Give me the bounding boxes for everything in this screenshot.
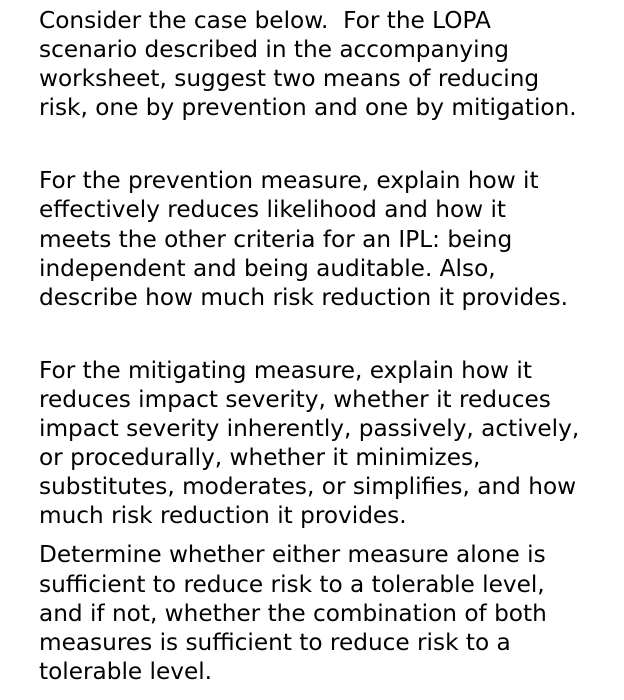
document-body xyxy=(39,6,619,686)
text-line: and if not, whether the combination of both xyxy=(39,599,547,627)
text-line: substitutes, moderates, or simplifies, and how xyxy=(39,473,577,501)
text-line: independent and being auditable. Also, xyxy=(39,254,496,282)
text-line: Consider the case below. For the LOPA xyxy=(39,7,491,34)
text-line: impact severity inherently, passively, actively, xyxy=(39,415,580,443)
text-line: For the prevention measure, explain how it xyxy=(39,167,539,195)
text-line: or procedurally, whether it minimizes, xyxy=(39,444,481,472)
text-line: scenario described in the accompanying xyxy=(39,36,510,64)
text-line: measures is sufficient to reduce risk to a xyxy=(39,628,511,656)
text-line: reduces impact severity, whether it reduces xyxy=(39,385,551,413)
text-line: effectively reduces likelihood and how it xyxy=(39,196,507,224)
text-line: risk, one by prevention and one by mitigation. xyxy=(39,94,577,122)
text-line: much risk reduction it provides. xyxy=(39,502,407,530)
text-line: meets the other criteria for an IPL: being xyxy=(39,225,513,253)
text-line: describe how much risk reduction it provides. xyxy=(39,283,568,311)
text-line: sufficient to reduce risk to a tolerable level, xyxy=(39,570,545,598)
text-line: Determine whether either measure alone is xyxy=(39,541,546,569)
paragraph-mitigation xyxy=(39,356,619,531)
paragraph-determine xyxy=(39,540,619,685)
paragraph-prevention xyxy=(39,166,619,311)
paragraph-intro xyxy=(39,6,619,122)
text-line: tolerable level. xyxy=(39,657,213,685)
text-line: For the mitigating measure, explain how it xyxy=(39,356,532,384)
text-line: worksheet, suggest two means of reducing xyxy=(39,65,540,93)
